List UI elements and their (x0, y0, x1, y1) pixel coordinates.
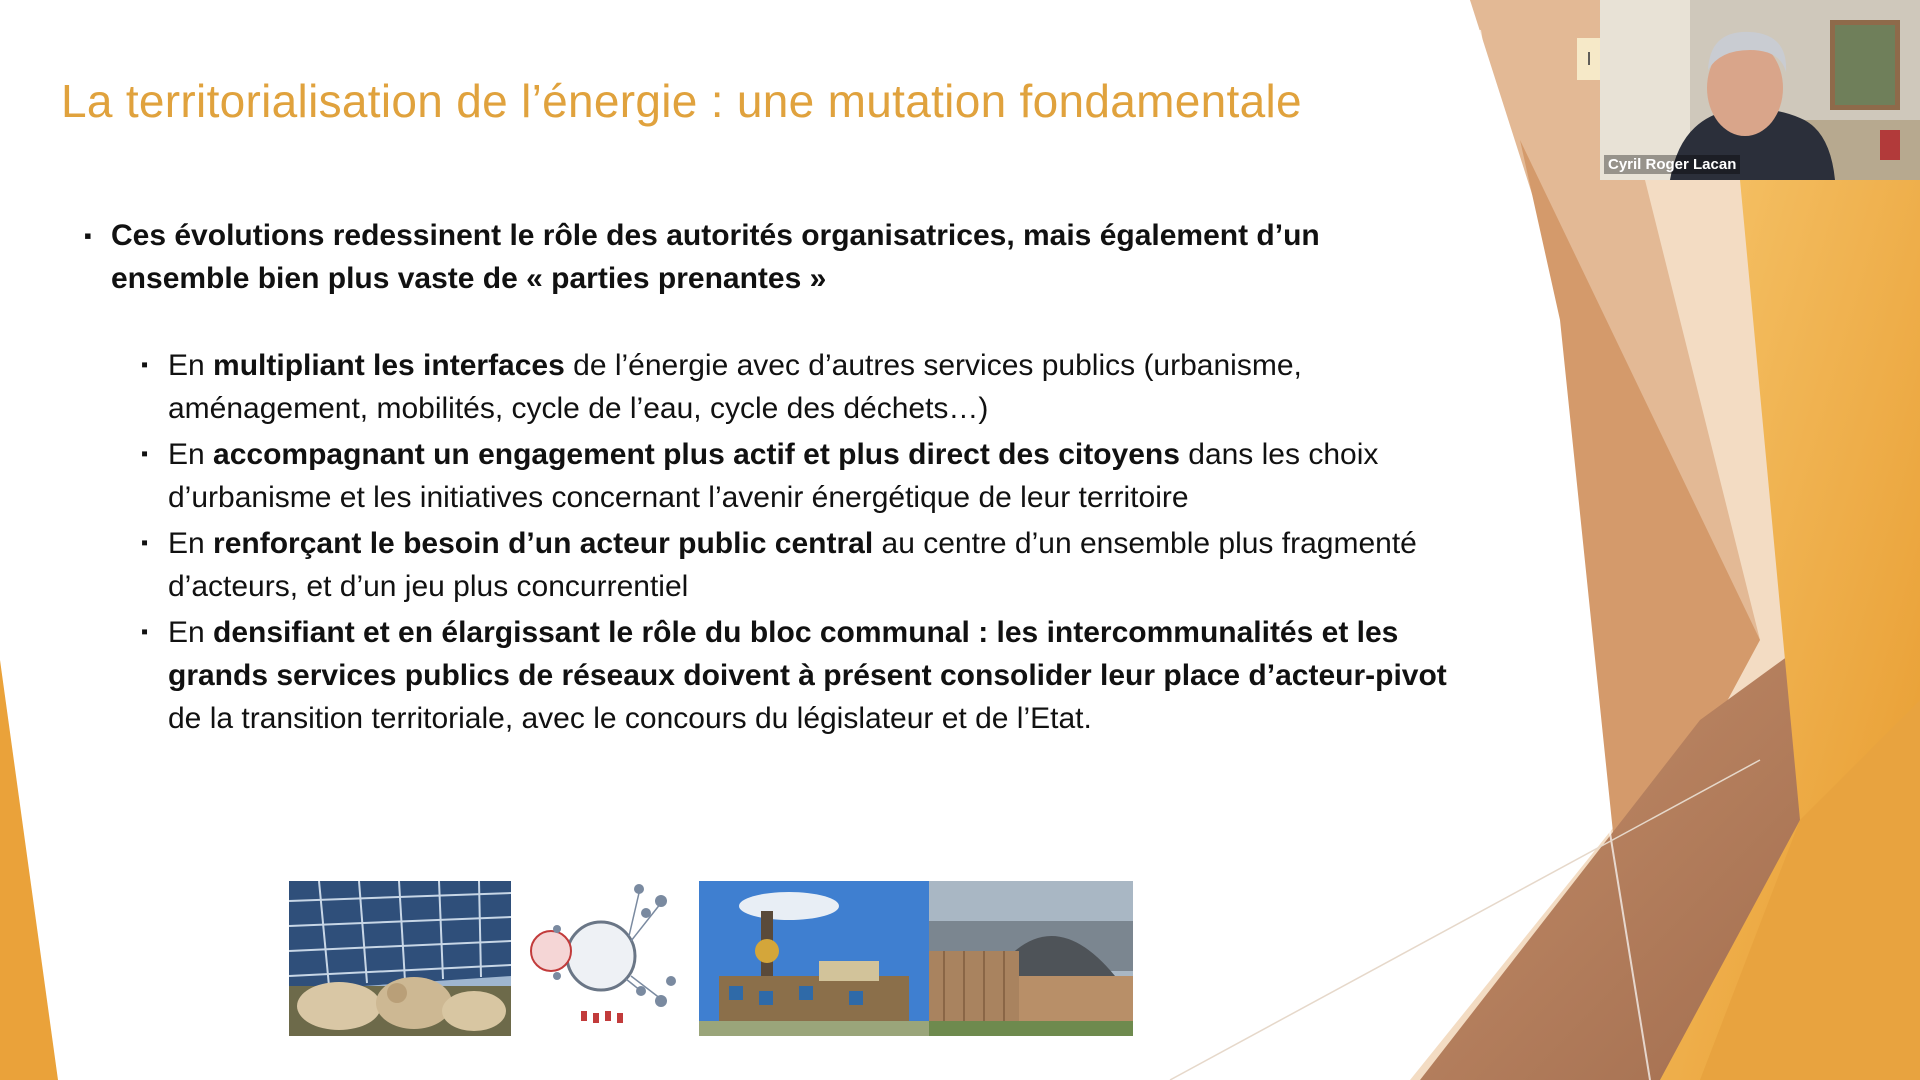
solar-panels-sheep-photo (289, 881, 511, 1036)
bullet-rest: au centre d’un ensemble plus fragmenté d’acteurs, et d’un jeu plus concurrentiel (168, 527, 1417, 603)
bullet-rest: de la transition territoriale, avec le concours du législateur et de l’Etat. (168, 702, 1092, 735)
participant-video-feed (1600, 0, 1920, 180)
incinerator-plant-photo (699, 881, 929, 1036)
image-strip (289, 881, 1133, 1036)
list-item (141, 344, 1454, 430)
bullet-bold: multipliant les interfaces (213, 349, 565, 382)
bullet-bold: accompagnant un engagement plus actif et plus direct des citoyens (213, 438, 1180, 471)
list-item (141, 611, 1454, 740)
bullet-rest: de l’énergie avec d’autres services publics (urbanisme, aménagement, mobilités, cycle de l’eau, cycle des déchets…) (168, 349, 1302, 425)
main-point-text: Ces évolutions redessinent le rôle des autorités organisatrices, mais également d’un ensemble bien plus vaste de « parties prenantes » (111, 219, 1320, 295)
list-item (141, 433, 1454, 519)
bullet-lead: En (168, 438, 214, 471)
participant-name-label: Cyril Roger Lacan (1604, 155, 1740, 174)
network-diagram-image (521, 881, 689, 1036)
left-wedge-shape (0, 660, 58, 1080)
slide-title: La territorialisation de l’énergie : une mutation fondamentale (61, 75, 1302, 127)
bullet-bold: renforçant le besoin d’un acteur public central (213, 527, 874, 560)
slide-content (84, 214, 1454, 756)
list-item (141, 522, 1454, 608)
bullet-lead: En (168, 527, 214, 560)
bullet-marker: ▪ (141, 621, 149, 643)
bullet-marker: ▪ (141, 532, 149, 554)
participant-video-tile[interactable] (1600, 0, 1920, 180)
biogas-dome-photo (929, 881, 1133, 1036)
bullet-bold: densifiant et en élargissant le rôle du bloc communal : les intercommunalités et les grands services publics de réseaux doivent à présent consolider leur place d’acteur-pivot (168, 616, 1447, 692)
bullet-marker: ▪ (141, 443, 149, 465)
bullet-lead: En (168, 349, 214, 382)
bullet-marker: ▪ (141, 354, 149, 376)
bullet-marker: ▪ (84, 223, 92, 248)
bullet-lead: En (168, 616, 214, 649)
sub-points-list (141, 344, 1454, 740)
bullet-rest: dans les choix d’urbanisme et les initiatives concernant l’avenir énergétique de leur territoire (168, 438, 1379, 514)
main-point (84, 214, 1454, 300)
overlay-tag: I (1577, 38, 1601, 80)
